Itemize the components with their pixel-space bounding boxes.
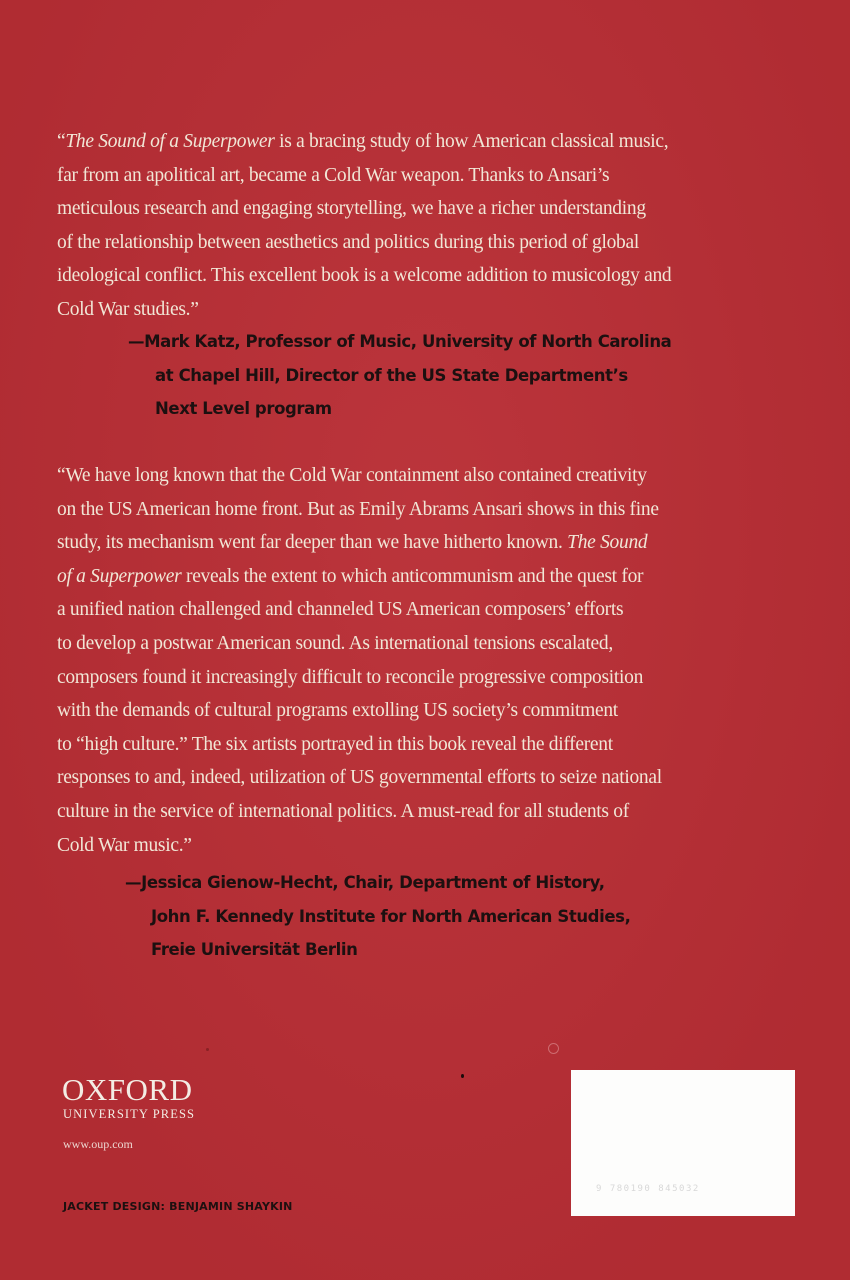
quote-line: responses to and, indeed, utilization of US governmental efforts to seize national xyxy=(57,767,662,789)
quote-line: to develop a postwar American sound. As international tensions escalated, xyxy=(57,632,613,654)
book-title-italic: of a Superpower xyxy=(57,565,182,587)
endorsement-quote-gienow-hecht xyxy=(57,459,837,862)
attribution-line: —Jessica Gienow-Hecht, Chair, Department of History, xyxy=(125,873,605,892)
publisher-logo xyxy=(62,1072,196,1123)
book-title-italic: The Sound of a Superpower xyxy=(65,131,275,152)
attribution-gienow-hecht xyxy=(125,866,630,967)
quote-line: a unified nation challenged and channeled US American composers’ efforts xyxy=(57,599,624,621)
attribution-line: —Mark Katz, Professor of Music, University of North Carolina xyxy=(128,332,672,351)
publisher-subtitle: UNIVERSITY PRESS xyxy=(63,1107,196,1121)
quote-text-segment: is a bracing study of how American classical music, xyxy=(274,131,669,152)
attribution-line: Freie Universität Berlin xyxy=(151,940,358,959)
quote-text-segment: “ xyxy=(57,131,66,152)
quote-line xyxy=(57,125,837,159)
quote-line: with the demands of cultural programs extolling US society’s commitment xyxy=(57,700,618,722)
attribution-katz xyxy=(128,325,671,426)
quote-line: Cold War music.” xyxy=(57,834,192,856)
quote-line: “We have long known that the Cold War containment also contained creativity xyxy=(57,465,647,486)
endorsement-quote-katz xyxy=(57,125,837,327)
quote-line: far from an apolitical art, became a Cold War weapon. Thanks to Ansari’s xyxy=(57,164,610,186)
publisher-url: www.oup.com xyxy=(63,1137,133,1151)
book-title-italic: The Sound xyxy=(567,532,648,554)
print-speck xyxy=(461,1074,464,1078)
quote-line: Cold War studies.” xyxy=(57,298,199,320)
quote-line: composers found it increasingly difficult to reconcile progressive composition xyxy=(57,666,644,688)
quote-line: culture in the service of international politics. A must-read for all students of xyxy=(57,800,629,822)
print-speck xyxy=(206,1048,209,1051)
quote-line: on the US American home front. But as Emily Abrams Ansari shows in this fine xyxy=(57,498,659,520)
attribution-line: John F. Kennedy Institute for North American Studies, xyxy=(151,906,631,926)
attribution-line: Next Level program xyxy=(155,399,332,418)
attribution-line: at Chapel Hill, Director of the US State Department’s xyxy=(155,365,628,385)
quote-line xyxy=(57,526,837,560)
barcode-digits: 9 780190 845032 xyxy=(596,1184,700,1194)
jacket-design-credit: JACKET DESIGN: BENJAMIN SHAYKIN xyxy=(63,1200,293,1213)
quote-line: of the relationship between aesthetics and politics during this period of global xyxy=(57,231,639,253)
publisher-name: OXFORD xyxy=(62,1072,193,1107)
quote-line: meticulous research and engaging storytelling, we have a richer understanding xyxy=(57,198,646,220)
quote-text-segment: study, its mechanism went far deeper than we have hitherto known. xyxy=(57,532,568,554)
quote-line: to “high culture.” The six artists portrayed in this book reveal the different xyxy=(57,733,613,755)
print-speck xyxy=(548,1043,559,1054)
quote-line xyxy=(57,560,837,594)
quote-line: ideological conflict. This excellent book is a welcome addition to musicology and xyxy=(57,265,672,287)
quote-text-segment: reveals the extent to which anticommunism and the quest for xyxy=(181,565,644,587)
barcode-label xyxy=(571,1070,795,1216)
